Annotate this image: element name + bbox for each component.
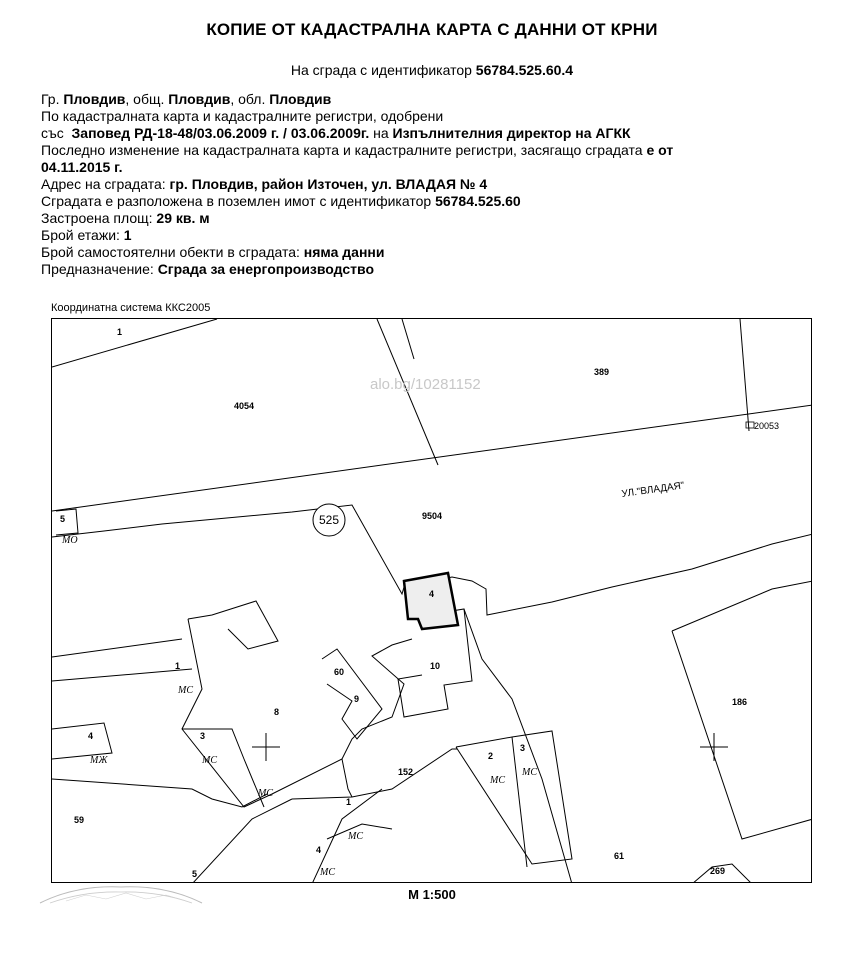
parcel-label-389: 389 — [594, 367, 610, 377]
boundary-1-upper — [52, 639, 182, 657]
info-last-change-date — [41, 159, 821, 176]
parcel-label-8: 8 — [274, 707, 280, 717]
info-parcel-value: 56784.525.60 — [435, 193, 521, 209]
street-name: УЛ."ВЛАДАЯ" — [620, 480, 686, 500]
building-label-4: 4 — [429, 589, 435, 599]
boundary-parcel-8 — [182, 619, 412, 807]
building-info — [41, 91, 821, 278]
parcel-label-mc-1: МС — [178, 685, 193, 696]
info-order-authority: Изпълнителния директор на АГКК — [392, 125, 631, 141]
parcel-label-mc-3: МС — [202, 755, 217, 766]
info-location-p2: , общ. — [125, 91, 169, 107]
info-city: Пловдив — [63, 91, 126, 107]
target-building-4[interactable] — [404, 573, 458, 629]
parcel-label-mc-bottom1: МС — [348, 831, 363, 842]
boundary-389-small — [402, 319, 414, 359]
parcel-20053-marker — [746, 422, 754, 428]
info-units — [41, 244, 821, 261]
parcel-label-1-top: 1 — [117, 327, 123, 337]
road-parcel-9504: 9504 — [422, 511, 443, 521]
parcel-label-mc-bottom2: МС — [320, 867, 335, 878]
info-purpose-label: Предназначение: — [41, 261, 158, 277]
info-order — [41, 125, 821, 142]
info-municipality: Пловдив — [168, 91, 231, 107]
info-location-p1: Гр. — [41, 91, 64, 107]
parcel-label-2: 2 — [488, 751, 494, 761]
info-parcel-label: Сградата е разположена в поземлен имот с идентификатор — [41, 193, 436, 209]
building-id-prefix: На сграда с идентификатор — [290, 62, 472, 78]
boundary-152-south — [292, 749, 457, 799]
boundary-parcel-4-mzh — [52, 723, 112, 759]
boundary-152-inner — [342, 759, 352, 797]
info-floors — [41, 227, 821, 244]
boundary-8-notch — [188, 601, 278, 649]
coordinate-system-label: Координатна система ККС2005 — [51, 302, 211, 314]
info-purpose — [41, 261, 821, 278]
info-units-label: Брой самостоятелни обекти в сградата: — [41, 244, 304, 260]
parcel-label-3-left: 3 — [200, 731, 206, 741]
boundary-186-west — [672, 631, 812, 839]
info-area-value: 29 кв. м — [156, 210, 210, 226]
boundary-1-lower — [52, 669, 192, 681]
boundary-parcel-1-top — [52, 319, 217, 367]
info-parcel — [41, 193, 821, 210]
parcel-label-59: 59 — [74, 815, 85, 825]
parcel-label-9: 9 — [354, 694, 360, 704]
info-location-p3: , обл. — [230, 91, 270, 107]
boundary-186-north — [672, 581, 812, 631]
parcel-label-10: 10 — [430, 661, 441, 671]
info-floors-label: Брой етажи: — [41, 227, 124, 243]
parcel-label-1-bottom: 1 — [346, 797, 352, 807]
boundary-parcel-9 — [322, 649, 382, 739]
parcel-label-1-left: 1 — [175, 661, 181, 671]
parcel-label-mzh: МЖ — [90, 755, 108, 766]
info-last-change-text: Последно изменение на кадастралната карта и кадастралните регистри, засягащо сградата — [41, 142, 647, 158]
parcel-label-4-bottom: 4 — [316, 845, 322, 855]
building-identifier-line — [0, 62, 864, 78]
info-order-prefix: със — [41, 125, 72, 141]
info-area-label: Застроена площ: — [41, 210, 157, 226]
parcel-label-61: 61 — [614, 851, 625, 861]
info-address — [41, 176, 821, 193]
info-last-change — [41, 142, 821, 159]
info-floors-value: 1 — [123, 227, 132, 243]
boundary-59-north — [52, 779, 267, 807]
info-region: Пловдив — [269, 91, 332, 107]
info-order-mid: на — [369, 125, 393, 141]
street-north-edge — [52, 405, 812, 511]
boundary-parcel-3 — [182, 729, 264, 807]
info-last-change-date-value: 04.11.2015 г. — [41, 159, 123, 175]
info-last-change-bold: е от — [646, 142, 674, 158]
parcel-label-60: 60 — [334, 667, 345, 677]
page-title: КОПИЕ ОТ КАДАСТРАЛНА КАРТА С ДАННИ ОТ КРНИ — [206, 20, 658, 39]
parcel-label-mo: МО — [62, 535, 78, 546]
boundary-bottom-diagonal — [192, 799, 292, 883]
info-area — [41, 210, 821, 227]
info-purpose-value: Сграда за енергопроизводство — [157, 261, 374, 277]
parcel-label-269: 269 — [710, 866, 726, 876]
info-units-value: няма данни — [303, 244, 385, 260]
parcel-label-152: 152 — [398, 767, 414, 777]
cadastral-map-svg — [52, 319, 812, 883]
parcel-label-mc-2: МС — [490, 775, 505, 786]
parcel-label-mc-3r: МС — [522, 767, 537, 778]
info-order-number: Заповед РД-18-48/03.06.2009 г. / 03.06.2009г. — [71, 125, 370, 141]
map-watermark: alo.bg/10281152 — [370, 376, 481, 393]
parcel-label-4-left: 4 — [88, 731, 94, 741]
parcel-label-5: 5 — [60, 514, 66, 524]
parcel-label-186: 186 — [732, 697, 748, 707]
cadastral-map[interactable] — [51, 318, 812, 883]
parcel-label-5-bottom: 5 — [192, 869, 198, 879]
info-location — [41, 91, 821, 108]
info-address-value: гр. Пловдив, район Източен, ул. ВЛАДАЯ № 4 — [169, 176, 488, 192]
parcel-label-4054: 4054 — [234, 401, 255, 411]
info-approval: По кадастралната карта и кадастралните регистри, одобрени — [41, 108, 444, 124]
quarter-number: 525 — [318, 513, 340, 527]
info-address-label: Адрес на сградата: — [41, 176, 170, 192]
parcel-label-3-right: 3 — [520, 743, 526, 753]
building-id-value: 56784.525.60.4 — [475, 62, 574, 78]
boundary-2-3-divider — [512, 737, 527, 867]
parcel-label-mc-mid: МС — [258, 788, 273, 799]
map-scale: М 1:500 — [408, 887, 456, 902]
parcel-label-20053: 20053 — [754, 421, 780, 431]
